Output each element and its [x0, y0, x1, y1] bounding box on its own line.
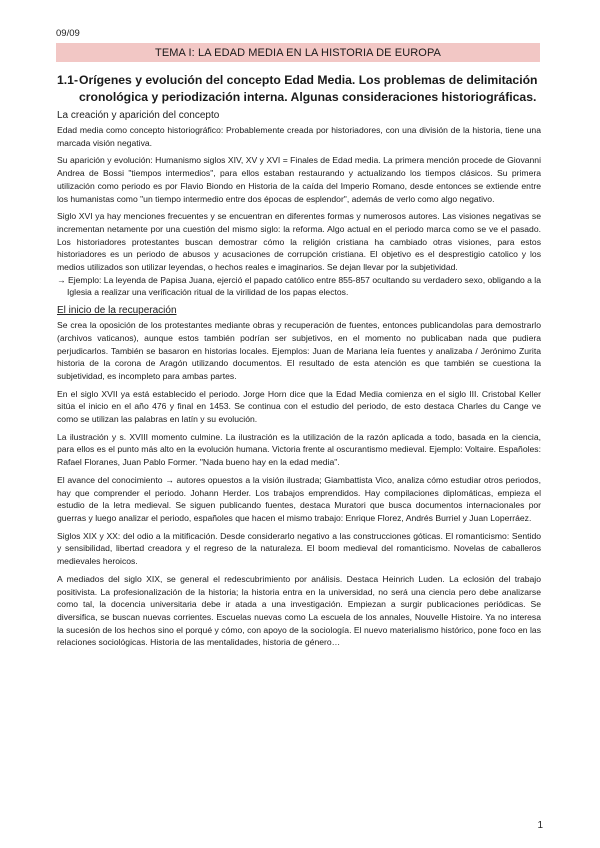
topic-banner [56, 43, 540, 62]
topic-title: TEMA I: LA EDAD MEDIA EN LA HISTORIA DE EUROPA [155, 46, 441, 59]
page-date: 09/09 [56, 28, 80, 39]
recovery-paragraph-1: Se crea la oposición de los protestantes mediante obras y recuperación de fuentes, entonces publicandolas para demostrarlo (archivos vaticanos), aunque estos también podrían ser subjetivos, en el momento no publicaban nada que pudiera perjudicarlos. También se basaron en historias locales. Ejemplos: Juan de Mariana leía fuentes y analizaba / Jerónimo Zurita historia de la corona de Aragón utilizando documentos. El resultado de esta atención es que también se cuestiona la subjetividad, es incompleto para ambas partes. [57, 320, 541, 381]
creation-paragraph-3: Siglo XVI ya hay menciones frecuentes y se encuentran en diferentes formas y numerosos autores. Las visiones negativas se incrementan netamente por una cuestión del mismo siglo: la reforma. Algo actual en el periodo marca como se ve el pasado. Los historiadores protestantes buscan demostrar cómo la religión cristiana ha cambiado otras visiones, para estos historiadores es un periodo de abusos y acusaciones de corrupción cristiana. El objetivo es el desprestigio catolico y los medios utilizados son utilizar leyendas, o hechos reales e imaginarios. Se dejan llevar por la subjetividad. [57, 211, 541, 273]
creation-example: → Ejemplo: La leyenda de Papisa Juana, ejerció el papado católico entre 855-857 ocultando su verdadero sexo, obligando a la Iglesia a realizar una verificación ritual de la virilidad de los papas electos. [57, 274, 541, 298]
recovery-paragraph-2: En el siglo XVII ya está establecido el periodo. Jorge Horn dice que la Edad Media comienza en el siglo III. Cristobal Keller sitúa el inicio en el año 476 y final en 1453. Se continua con el estudio del periodo, de esto destaca Charles du Cange ve como se utilizan las palabras en latín y su evolución. [57, 388, 541, 425]
section-title-text: Orígenes y evolución del concepto Edad Media. Los problemas de delimitación cronológica y periodización interna. Algunas consideraciones historiográficas. [79, 73, 538, 104]
recovery-paragraph-5: Siglos XIX y XX: del odio a la mitificación. Desde considerarlo negativo a las construcciones góticas. El romanticismo: Sentido y sensibilidad, libertad creadora y el regreso de la naturaleza. El boom medieval del romanticismo. Novelas de caballeros medievales heroicos. [57, 530, 541, 567]
recovery-heading: El inicio de la recuperación [57, 305, 177, 317]
recovery-paragraph-3: La ilustración y s. XVIII momento culmine. La ilustración es la utilización de la razón aplicada a todo, basada en la ciencia, para ellos es el punto más alto en la evolución humana. Victoria frente al oscurantismo medieval. Ejemplo: Voltaire. Españoles: Rafael Floranes, Juan Pablo Former. "Nada bueno hay en la edad media". [57, 431, 541, 468]
creation-heading: La creación y aparición del concepto [57, 110, 220, 121]
section-title [57, 72, 541, 105]
document-body [57, 72, 541, 654]
recovery-paragraph-6: A mediados del siglo XIX, se general el redescubrimiento por análisis. Destaca Heinrich Luden. La eclosión del trabajo positivista. La profesionalización de la historia; la historia entra en la universidad, no será una ciencia pero debe analizarse como tal, la docencia universitaria debe ir atada a una investigación. Empiezan a surgir publicaciones periódicas. Se diversifica, se buscan nuevas corrientes. Escuelas nuevas como La escuela de los annales, Nouvelle Histoire. Ya no interesa la sucesión de los hechos sino el porqué y cómo, con apoyo de la sociología. El nuevo materialismo histórico, pone foco en las relaciones sociológicas. Historia de las mentalidades, historia de género… [57, 573, 541, 648]
recovery-paragraph-4: El avance del conocimiento → autores opuestos a la visión ilustrada; Giambattista Vico, analiza cómo estudiar otros periodos, hay que comprender el periodo. Johann Herder. Los trabajos emprendidos. Hay compilaciones diplomáticas, empieza el estudio de la letra medieval. Se siguen publicando fuentes, destaca Muratori que busca documentos internacionales por guerras y luego analizar el periodo, españoles que hacen el mismo trabajo: Enrique Florez, Andrés Burriel y Juan Loperráez. [57, 474, 541, 523]
creation-paragraph-2: Su aparición y evolución: Humanismo siglos XIV, XV y XVI = Finales de Edad media. La primera mención procede de Giovanni Andrea de Bossi "tiempos intermedios", para ellos estaban restaurando y actualizando los tiempos clásicos. Su primera utilización como periodo es por Flavio Biondo en Historia de la caída del Imperio Romano, desde entonces se extiende entre los humanistas como "un tiempo intermedio entre dos épocas de esplendor", además de verlo como algo negativo. [57, 155, 541, 204]
section-number: 1.1- [57, 73, 79, 87]
creation-paragraph-1: Edad media como concepto historiográfico: Probablemente creada por historiadores, con una división de la historia, tiene una marcada visión negativa. [57, 125, 541, 148]
page-number: 1 [537, 820, 543, 831]
